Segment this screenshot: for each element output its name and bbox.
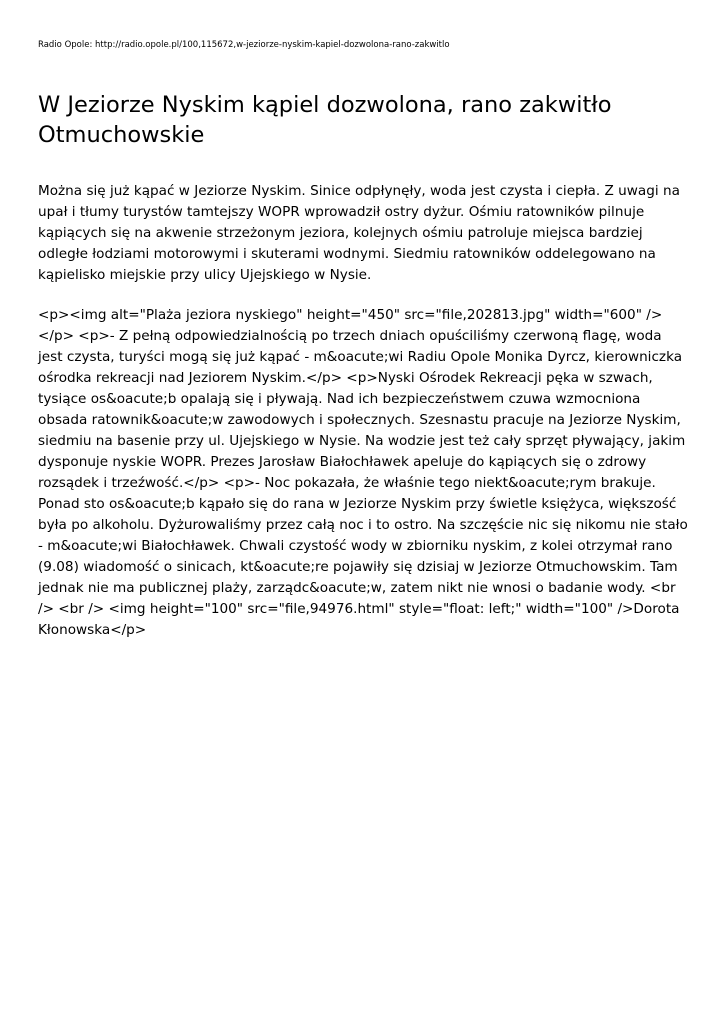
article-body: <p><img alt="Plaża jeziora nyskiego" height="450" src="file,202813.jpg" width="600" /></p> <p>- Z pełną odpowiedzialnością po trzech dniach opuściliśmy czerwoną flagę, woda jest czysta, turyści mogą się już kąpać - m&oacute;wi Radiu Opole Monika Dyrcz, kierowniczka ośrodka rekreacji nad Jeziorem Nyskim.</p> <p>Nyski Ośrodek Rekreacji pęka w szwach, tysiące os&oacute;b opalają się i pływają. Nad ich bezpieczeństwem czuwa wzmocniona obsada ratownik&oacute;w zawodowych i społecznych. Szesnastu pracuje na Jeziorze Nyskim, siedmiu na basenie przy ul. Ujejskiego w Nysie. Na wodzie jest też cały sprzęt pływający, jakim dysponuje nyskie WOPR. Prezes Jarosław Białochławek apeluje do kąpiących się o zdrowy rozsądek i trzeźwość.</p> <p>- Noc pokazała, że właśnie tego niekt&oacute;rym brakuje. Ponad sto os&oacute;b kąpało się do rana w Jeziorze Nyskim przy świetle księżyca, większość była po alkoholu. Dyżurowaliśmy przez całą noc i to ostro. Na szczęście nic się nikomu nie stało - m&oacute;wi Białochławek. Chwali czystość wody w zbiorniku nyskim, z kolei otrzymał rano (9.08) wiadomość o sinicach, kt&oacute;re pojawiły się dzisiaj w Jeziorze Otmuchowskim. Tam jednak nie ma publicznej plaży, zarządc&oacute;w, zatem nikt nie wnosi o badanie wody. <br /> <br /> <img height="100" src="file,94976.html" style="float: left;" width="100" />Dorota Kłonowska</p>: [38, 307, 688, 638]
source-line: Radio Opole: http://radio.opole.pl/100,115672,w-jeziorze-nyskim-kapiel-dozwolona-rano-zakwitlo: [38, 40, 450, 50]
article-lead: Można się już kąpać w Jeziorze Nyskim. Sinice odpłynęły, woda jest czysta i ciepła. Z uwagi na upał i tłumy turystów tamtejszy WOPR wprowadził ostry dyżur. Ośmiu ratowników pilnuje kąpiących się na akwenie strzeżonym jeziora, kolejnych ośmiu patroluje miejsca bardziej odległe łodziami motorowymi i skuterami wodnymi. Siedmiu ratowników oddelegowano na kąpielisko miejskie przy ulicy Ujejskiego w Nysie.: [38, 183, 680, 283]
article-title: W Jeziorze Nyskim kąpiel dozwolona, rano zakwitło Otmuchowskie: [38, 92, 612, 148]
